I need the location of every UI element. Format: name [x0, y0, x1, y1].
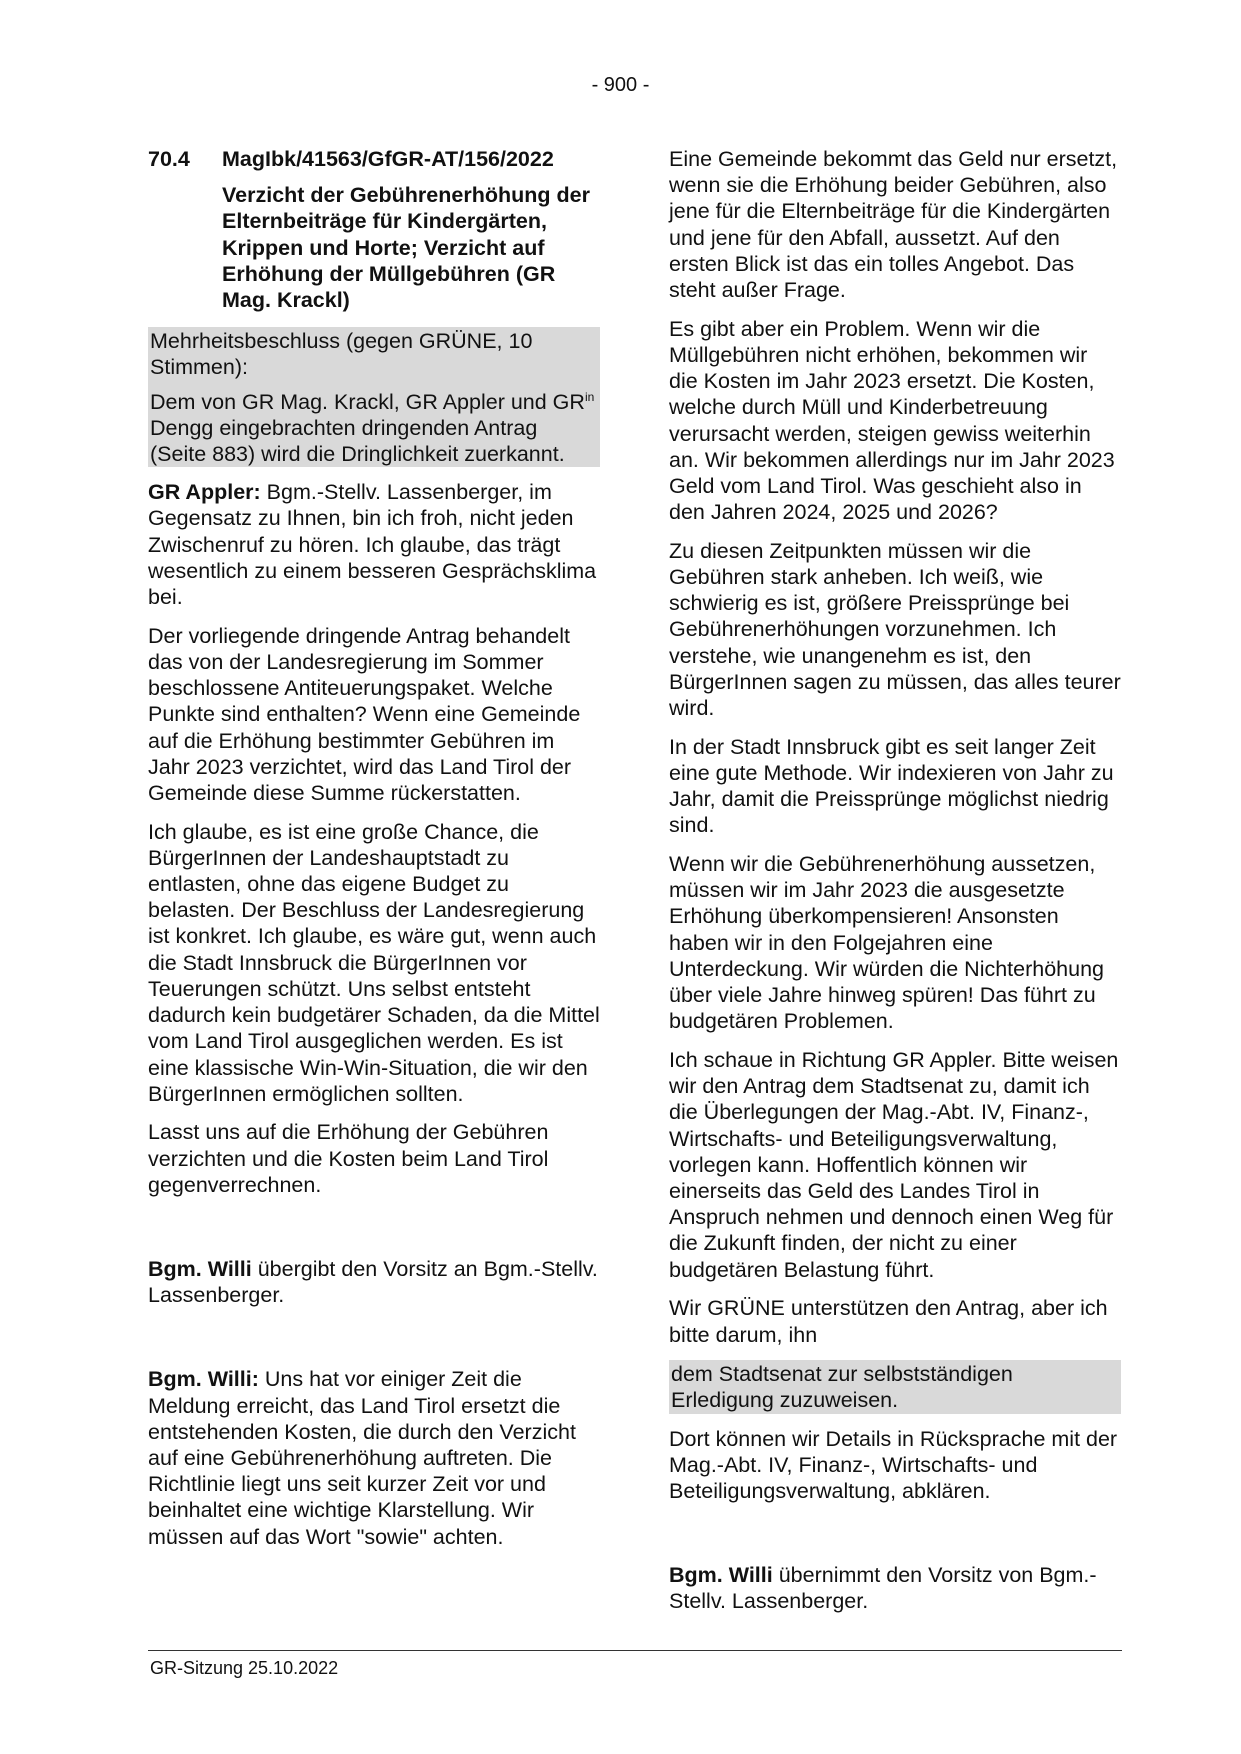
agenda-item-header	[148, 146, 600, 172]
chair-handover-note: Bgm. Willi übergibt den Vorsitz an Bgm.-Stellv. Lassenberger.	[148, 1257, 598, 1308]
speech-paragraph: GR Appler: Bgm.-Stellv. Lassenberger, im Gegensatz zu Ihnen, bin ich froh, nicht jeden Zwischenruf zu hören. Ich glaube, das trägt wesentlich zu einem besseren Gesprächsklima bei.	[148, 480, 597, 610]
chair-resume-note: Bgm. Willi übernimmt den Vorsitz von Bgm.-Stellv. Lassenberger.	[669, 1563, 1097, 1614]
item-title: Verzicht der Gebührenerhöhung der Elternbeiträge für Kindergärten, Krippen und Horte; Verzicht auf Erhöhung der Müllgebühren (GR Mag. Krackl)	[222, 183, 590, 313]
speaker-name: GR Appler:	[148, 480, 261, 505]
speaker-name: Bgm. Willi:	[148, 1367, 259, 1392]
item-number: 70.4	[148, 147, 190, 171]
speech-paragraph: Dort können wir Details in Rücksprache mit der Mag.-Abt. IV, Finanz-, Wirtschafts- und Beteiligungsverwaltung, abklären.	[669, 1426, 1118, 1504]
page-number: - 900 -	[591, 74, 650, 96]
decision-text: Mehrheitsbeschluss (gegen GRÜNE, 10 Stimmen):	[150, 329, 533, 380]
speech-paragraph: Lasst uns auf die Erhöhung der Gebühren verzichten und die Kosten beim Land Tirol gegenverrechnen.	[148, 1120, 549, 1197]
speech-paragraph: In der Stadt Innsbruck gibt es seit langer Zeit eine gute Methode. Wir indexieren von Jahr zu Jahr, damit die Preissprünge möglichst niedrig sind.	[669, 734, 1114, 838]
footer-divider	[148, 1650, 1122, 1651]
speech-paragraph: Es gibt aber ein Problem. Wenn wir die Müllgebühren nicht erhöhen, bekommen wir die Kosten im Jahr 2023 ersetzt. Die Kosten, welche durch Müll und Kinderbetreuung verursacht werden, steigen gewiss weiterhin an. Wir bekommen allerdings nur im Jahr 2023 Geld vom Land Tirol. Was geschieht also in den Jahren 2024, 2025 und 2026?	[669, 316, 1115, 525]
speaker-name: Bgm. Willi	[669, 1563, 773, 1588]
speech-paragraph: Eine Gemeinde bekommt das Geld nur ersetzt, wenn sie die Erhöhung beider Gebühren, also jene für die Elternbeiträge für die Kindergärten und jene für den Abfall, aussetzt. Auf den ersten Blick ist das ein tolles Angebot. Das steht außer Frage.	[669, 147, 1118, 303]
footer-text: GR-Sitzung 25.10.2022	[150, 1658, 339, 1678]
item-reference: MagIbk/41563/GfGR-AT/156/2022	[222, 147, 554, 171]
resolution-text: Dem von GR Mag. Krackl, GR Appler und $GR^{in}$ Dengg eingebrachten dringenden Antrag (Seite 883) wird die Dringlichkeit zuerkannt.	[150, 389, 595, 467]
speech-paragraph: Wir GRÜNE unterstützen den Antrag, aber ich bitte darum, ihn	[669, 1296, 1108, 1347]
speech-paragraph: Ich schaue in Richtung GR Appler. Bitte weisen wir den Antrag dem Stadtsenat zu, damit ich die Überlegungen der Mag.-Abt. IV, Finanz-, Wirtschafts- und Beteiligungsverwaltung, vorlegen kann. Hoffentlich können wir einerseits das Geld des Landes Tirol in Anspruch nehmen und dennoch einen Weg für die Zukunft finden, der nicht zu einer budgetären Belastung führt.	[669, 1048, 1119, 1282]
speech-paragraph: Wenn wir die Gebührenerhöhung aussetzen, müssen wir im Jahr 2023 die ausgesetzte Erhöhung überkompensieren! Ansonsten haben wir in den Folgejahren eine Unterdeckung. Wir würden die Nichterhöhung über viele Jahre hinweg spüren! Das führt zu budgetären Problemen.	[669, 852, 1105, 1034]
speech-paragraph: Zu diesen Zeitpunkten müssen wir die Gebühren stark anheben. Ich weiß, wie schwierig es ist, größere Preissprünge bei Gebührenerhöhungen vorzunehmen. Ich verstehe, wie unangenehm es ist, den BürgerInnen sagen zu müssen, das alles teurer wird.	[669, 538, 1121, 721]
speech-paragraph: Der vorliegende dringende Antrag behandelt das von der Landesregierung im Sommer beschlossene Antiteuerungspaket. Welche Punkte sind enthalten? Wenn eine Gemeinde auf die Erhöhung bestimmter Gebühren im Jahr 2023 verzichtet, wird das Land Tirol der Gemeinde diese Summe rückerstatten.	[148, 623, 581, 805]
motion-box	[669, 1360, 1121, 1413]
motion-text: dem Stadtsenat zur selbstständigen Erledigung zuzuweisen.	[671, 1362, 1013, 1413]
left-column	[148, 146, 600, 1562]
speech-paragraph: Ich glaube, es ist eine große Chance, die BürgerInnen der Landeshauptstadt zu entlasten, ohne das eigene Budget zu belasten. Der Beschluss der Landesregierung ist konkret. Ich glaube, es wäre gut, wenn auch die Stadt Innsbruck die BürgerInnen vor Teuerungen schützt. Uns selbst entsteht dadurch kein budgetärer Schaden, da die Mittel vom Land Tirol ausgeglichen werden. Es ist eine klassische Win-Win-Situation, die wir den BürgerInnen ermöglichen sollten.	[148, 819, 600, 1106]
speech-paragraph: Bgm. Willi: Uns hat vor einiger Zeit die Meldung erreicht, das Land Tirol ersetzt die entstehenden Kosten, die durch den Verzicht auf eine Gebührenerhöhung auftreten. Die Richtlinie liegt uns seit kurzer Zeit vor und beinhaltet eine wichtige Klarstellung. Wir müssen auf das Wort "sowie" achten.	[148, 1367, 576, 1549]
decision-box	[148, 327, 600, 467]
right-column	[669, 146, 1121, 1627]
speaker-name: Bgm. Willi	[148, 1257, 252, 1282]
